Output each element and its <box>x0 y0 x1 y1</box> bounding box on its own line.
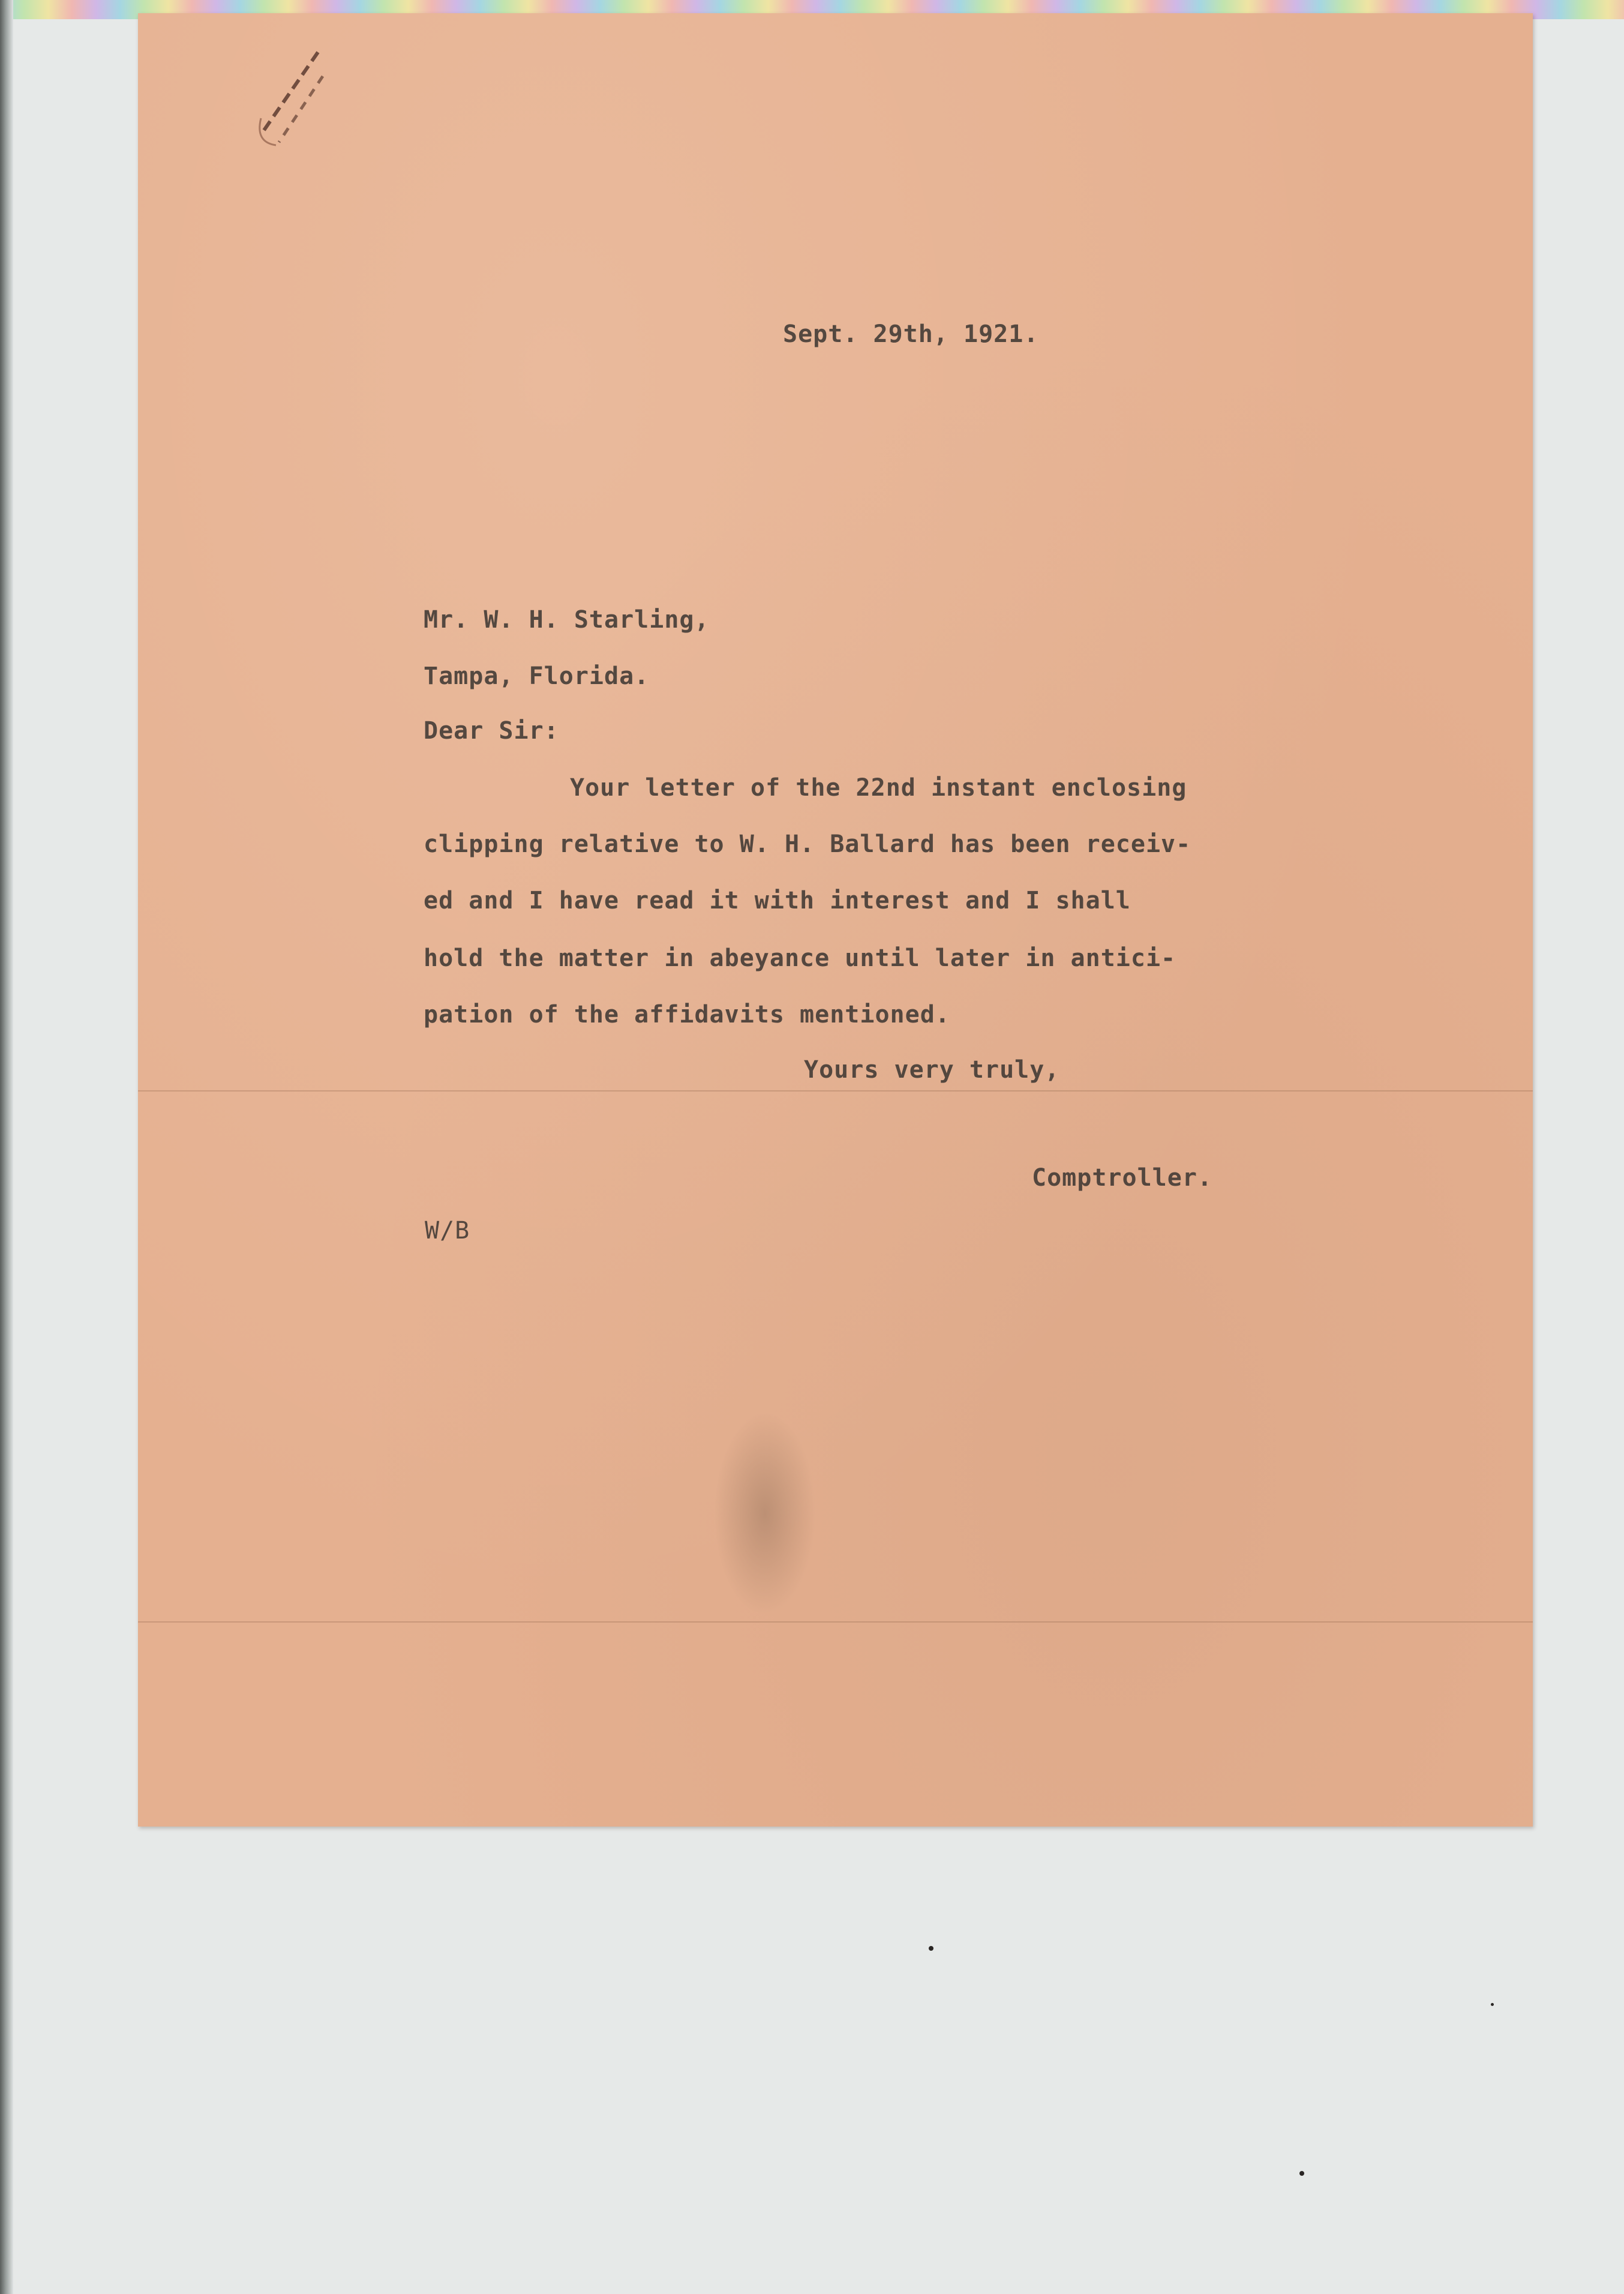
typist-initials: W/B <box>425 1217 470 1245</box>
body-line: pation of the affidavits mentioned. <box>424 1001 950 1028</box>
body-line: ed and I have read it with interest and I shall <box>424 887 1131 914</box>
dust-speck <box>1491 2003 1494 2006</box>
recipient-name: Mr. W. H. Starling, <box>424 606 710 634</box>
ink-mark-icon <box>252 40 324 148</box>
letter-sheet <box>138 13 1533 1827</box>
scan-edge <box>0 0 13 2294</box>
recipient-location: Tampa, Florida. <box>424 662 650 690</box>
salutation: Dear Sir: <box>424 717 559 745</box>
body-line: hold the matter in abeyance until later in antici- <box>424 944 1176 972</box>
smudge-mark <box>714 1411 816 1615</box>
dust-speck <box>929 1946 933 1951</box>
dust-speck <box>1299 2171 1304 2176</box>
letter-date: Sept. 29th, 1921. <box>783 320 1039 348</box>
body-line: clipping relative to W. H. Ballard has been receiv- <box>424 830 1191 858</box>
fold-line <box>138 1621 1533 1623</box>
signature-title: Comptroller. <box>1032 1164 1212 1192</box>
body-line: Your letter of the 22nd instant enclosing <box>570 774 1187 802</box>
closing: Yours very truly, <box>804 1056 1060 1084</box>
fold-line <box>138 1090 1533 1091</box>
